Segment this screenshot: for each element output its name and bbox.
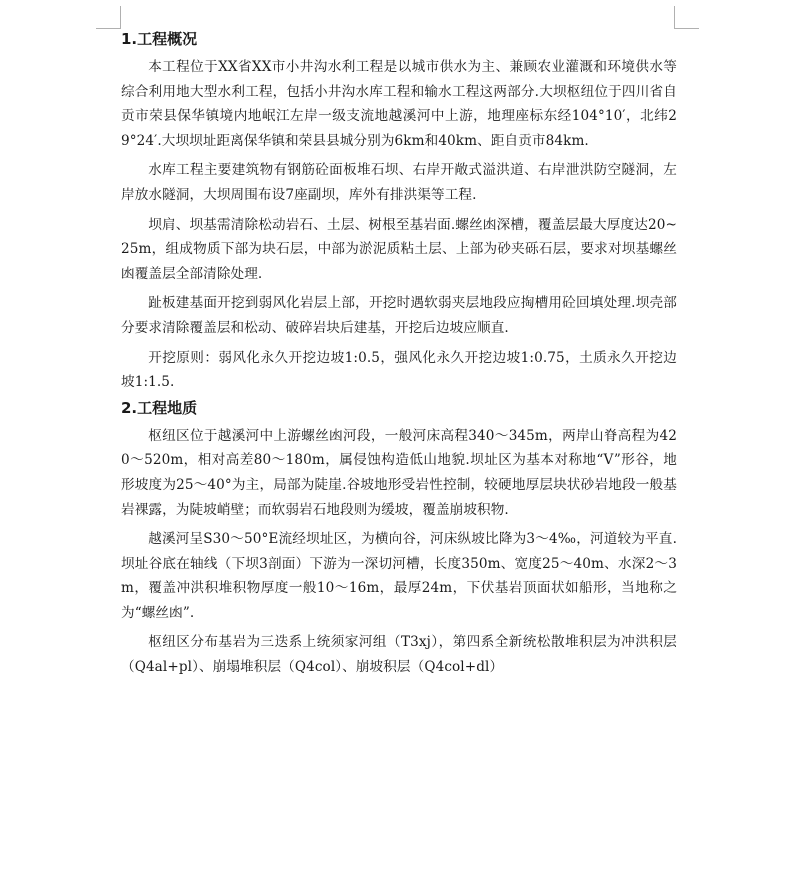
paragraph-river: 越溪河呈S30～50°E流经坝址区，为横向谷，河床纵坡比降为3～4‰，河道较为平直.坝址谷底在轴线（下坝3剖面）下游为一深切河槽，长度350m、宽度25～40m、水深2～3m，覆盖冲洪积堆积物厚度一般10～16m，最厚24m，下伏基岩顶面状如船形，当地称之为“螺丝凼”. [121, 531, 677, 621]
paragraph-excavation-principle: 开挖原则：弱风化永久开挖边坡1:0.5，强风化永久开挖边坡1:0.75，土质永久开挖边坡1:1.5. [121, 349, 677, 391]
paragraph-toe-slab: 趾板建基面开挖到弱风化岩层上部，开挖时遇软弱夹层地段应掏槽用砼回填处理.坝壳部分要求清除覆盖层和松动、破碎岩块后建基，开挖后边坡应顺直. [121, 295, 677, 336]
paragraph-bedrock: 枢纽区分布基岩为三迭系上统须家河组（T3xj），第四系全新统松散堆积层为冲洪积层（Q4al+pl）、崩塌堆积层（Q4col）、崩坡积层（Q4col+dl） [121, 634, 677, 676]
section-heading-geology: 2.工程地质 [121, 398, 198, 417]
paragraph-location: 本工程位于XX省XX市小井沟水利工程是以城市供水为主、兼顾农业灌溉和环境供水等综合利用地大型水利工程，包括小井沟水库工程和输水工程这两部分.大坝枢纽位于四川省自贡市荣县保华镇境内地岷江左岸一级支流地越溪河中上游，地理座标东经104°10′，北纬29°24′.大坝坝址距离保华镇和荣县县城分别为6km和40km、距自贡市84km. [121, 59, 677, 149]
section-heading-overview: 1.工程概况 [121, 30, 198, 48]
document-body[interactable] [121, 28, 677, 680]
paragraph-topography: 枢纽区位于越溪河中上游螺丝凼河段，一般河床高程340～345m，两岸山脊高程为420～520m，相对高差80～180m，属侵蚀构造低山地貌.坝址区为基本对称地“V”形谷，地形坡度为25～40°为主，局部为陡崖.谷坡地形受岩性控制，较硬地厚层块状砂岩地段一般基岩裸露，为陡坡峭壁；而软弱岩石地段则为缓坡，覆盖崩坡积物. [121, 427, 677, 518]
paragraph-structures: 水库工程主要建筑物有钢筋砼面板堆石坝、右岸开敞式溢洪道、右岸泄洪防空隧洞，左岸放水隧洞，大坝周围布设7座副坝，库外有排洪渠等工程. [121, 162, 677, 203]
paragraph-dam-foundation: 坝肩、坝基需清除松动岩石、土层、树根至基岩面.螺丝凼深槽，覆盖层最大厚度达20~25m，组成物质下部为块石层，中部为淤泥质粘土层、上部为砂夹砾石层，要求对坝基螺丝凼覆盖层全部清除处理. [121, 216, 677, 282]
